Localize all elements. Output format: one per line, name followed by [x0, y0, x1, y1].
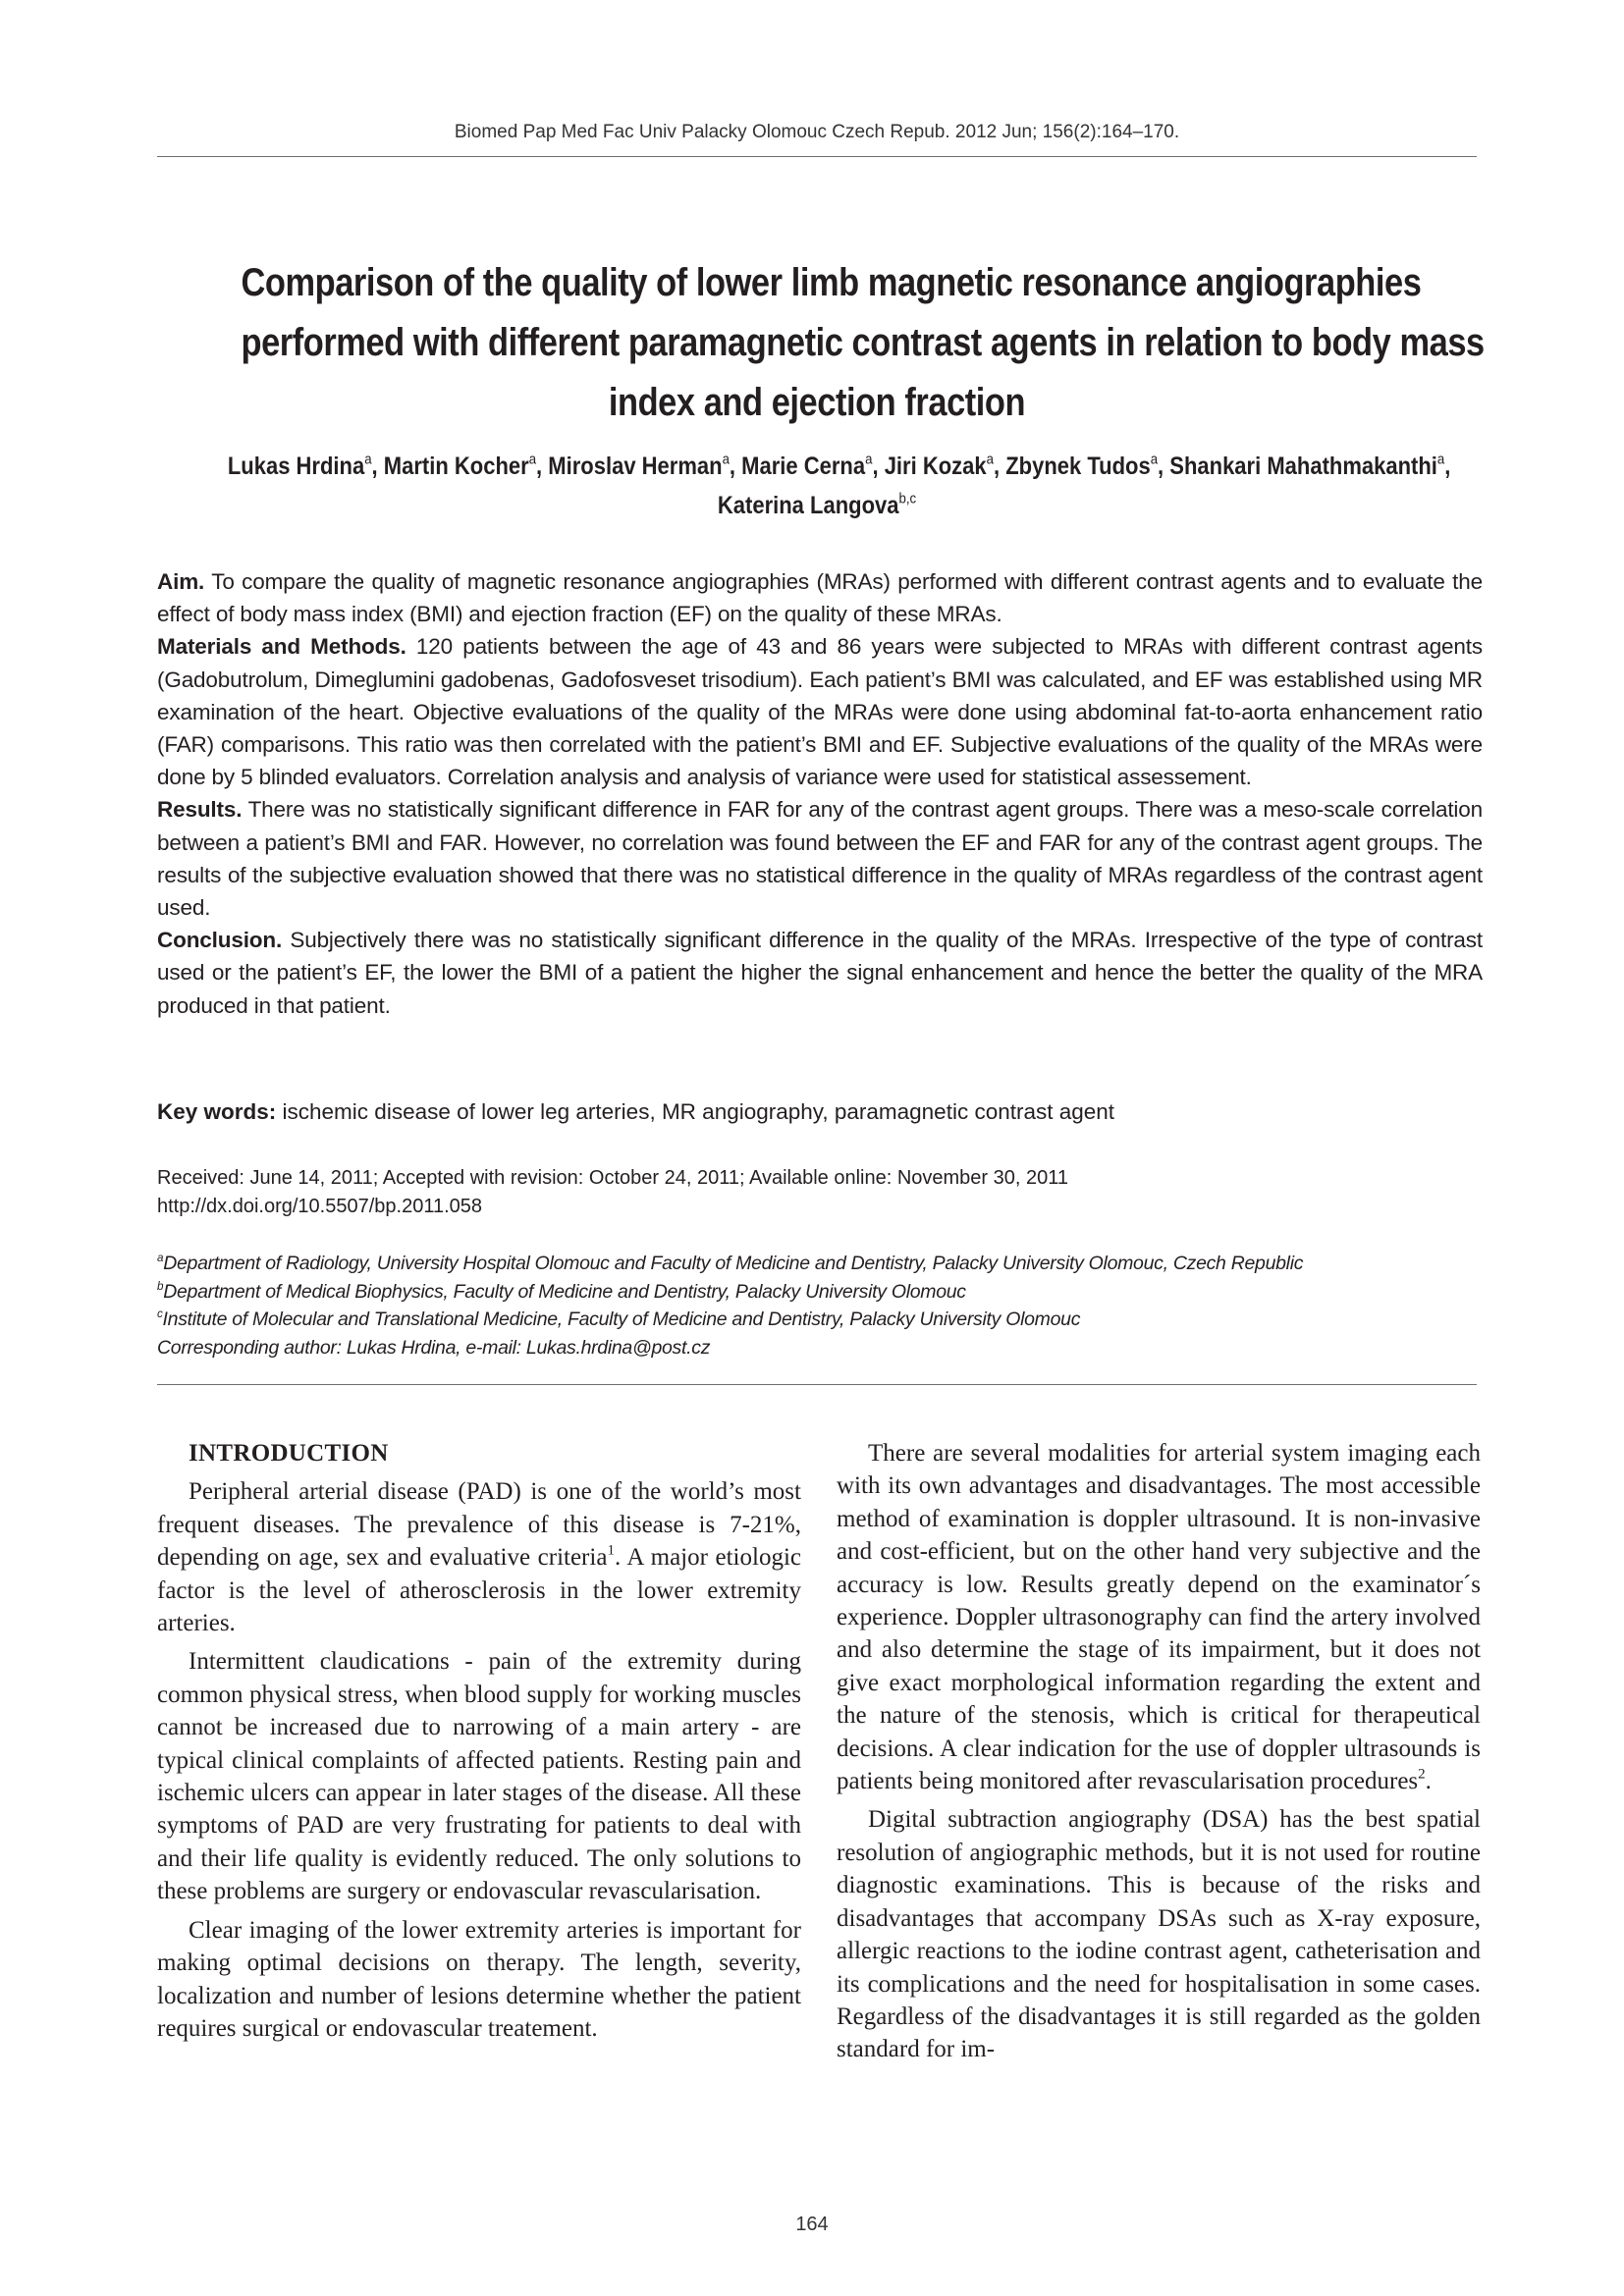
citation-ref-1[interactable]: 1	[607, 1542, 615, 1559]
title-line: index and ejection fraction	[608, 381, 1026, 424]
affiliation-mark: b	[157, 1279, 164, 1293]
author-affiliation-mark: a	[722, 451, 730, 468]
author-separator: ,	[536, 453, 549, 480]
paragraph-text: .	[1425, 1768, 1432, 1795]
received-dates: Received: June 14, 2011; Accepted with revision: October 24, 2011; Available online: November 30, 2011	[157, 1167, 1068, 1189]
publication-history	[157, 1164, 1483, 1221]
abstract-label: Materials and Methods.	[157, 634, 406, 660]
author-list	[227, 447, 1451, 525]
author-separator: ,	[371, 453, 384, 480]
paragraph-text: Clear imaging of the lower extremity arteries is important for making optimal decisions on therapy. The length, severity, localization and number of lesions determine whether the patient requires surgical or endovascular treatement.	[157, 1916, 801, 2042]
keywords-text: ischemic disease of lower leg arteries, MR angiography, paramagnetic contrast agent	[276, 1099, 1115, 1124]
title-line: Comparison of the quality of lower limb magnetic resonance angiographies	[241, 261, 1422, 304]
abstract-aim	[157, 565, 1483, 630]
author-name: Zbynek Tudos	[1005, 453, 1151, 480]
abstract-label: Conclusion.	[157, 928, 283, 953]
affiliation-b	[157, 1278, 1492, 1307]
author-affiliation-mark: a	[1436, 451, 1445, 468]
author-affiliation-mark: a	[865, 451, 873, 468]
affiliation-text: Department of Medical Biophysics, Faculty of Medicine and Dentistry, Palacky University Olomouc	[163, 1280, 966, 1303]
article-title	[241, 253, 1485, 433]
author-name: Marie Cerna	[741, 453, 866, 480]
body-paragraph	[157, 1475, 801, 1639]
page-number: 164	[795, 2214, 829, 2235]
citation-ref-2[interactable]: 2	[1418, 1766, 1426, 1783]
author-name: Miroslav Herman	[548, 453, 723, 480]
paragraph-text: . A major etiologic factor is the level of atherosclerosis in the lower extremity arteries.	[157, 1544, 801, 1637]
author-affiliation-mark: a	[528, 451, 537, 468]
paragraph-text: There are several modalities for arterial system imaging each with its own advantages and disadvantages. The most accessible method of examination is doppler ultrasound. It is non-invasive and cost-efficient, but on the other hand very subjective and the accuracy is low. Results greatly depend on the examinator´s experience. Doppler ultrasonography can find the artery involved and also determine the stage of its impairment, but it does not give exact morphological information regarding the extent and the nature of the stenosis, which is critical for therapeutical decisions. A clear indication for the use of doppler ultrasounds is patients being monitored after revascularisation procedures	[837, 1440, 1481, 1795]
author-separator: ,	[1444, 453, 1451, 480]
author-separator: ,	[993, 453, 1006, 480]
abstract-label: Aim.	[157, 569, 205, 594]
author-line-1	[227, 447, 1451, 486]
body-paragraph	[837, 1803, 1481, 2065]
author-affiliation-mark: b,c	[898, 490, 917, 507]
abstract	[157, 565, 1483, 1022]
keywords-label: Key words:	[157, 1099, 277, 1124]
header-divider	[157, 156, 1477, 157]
abstract-label: Results.	[157, 797, 243, 823]
affiliation-a	[157, 1250, 1492, 1278]
affiliation-text: Institute of Molecular and Translational Medicine, Faculty of Medicine and Dentistry, Palacky University Olomouc	[162, 1308, 1081, 1330]
author-affiliation-mark: a	[1150, 451, 1159, 468]
abstract-results	[157, 793, 1483, 924]
abstract-text: Subjectively there was no statistically significant difference in the quality of the MRAs. Irrespective of the type of contrast used or the patient’s EF, the lower the BMI of a patient the higher the signal enhancement and hence the better the quality of the MRA produced in that patient.	[157, 928, 1483, 1018]
section-heading-introduction: INTRODUCTION	[189, 1440, 389, 1467]
paragraph-text: Intermittent claudications - pain of the extremity during common physical stress, when blood supply for working muscles cannot be increased due to narrowing of a main artery - are typical clinical complaints of affected patients. Resting pain and ischemic ulcers can appear in later stages of the disease. All these symptoms of PAD are very frustrating for patients to deal with and their life quality is evidently reduced. The only solutions to these problems are surgery or endovascular revascularisation.	[157, 1648, 801, 1905]
affiliation-mark: a	[157, 1251, 164, 1264]
body-paragraph	[157, 1914, 801, 2046]
author-separator: ,	[872, 453, 885, 480]
body-paragraph	[157, 1645, 801, 1907]
doi-link[interactable]: http://dx.doi.org/10.5507/bp.2011.058	[157, 1196, 483, 1217]
body-column-right	[837, 1437, 1481, 2066]
author-separator: ,	[1158, 453, 1170, 480]
author-name: Jiri Kozak	[884, 453, 987, 480]
abstract-conclusion	[157, 924, 1483, 1022]
affiliation-mark: c	[157, 1307, 163, 1320]
author-name: Martin Kocher	[383, 453, 529, 480]
paragraph-text: Digital subtraction angiography (DSA) has the best spatial resolution of angiographic methods, but it is not used for routine diagnostic examinations. This is because of the risks and disadvantages that accompany DSAs such as X-ray exposure, allergic reactions to the iodine contrast agent, catheterisation and its complications and the need for hospitalisation in some cases. Regardless of the disadvantages it is still regarded as the golden standard for im-	[837, 1806, 1481, 2063]
body-column-left	[157, 1437, 801, 2045]
affiliations	[157, 1250, 1492, 1362]
author-name: Shankari Mahathmakanthi	[1169, 453, 1437, 480]
abstract-text: 120 patients between the age of 43 and 86 years were subjected to MRAs with different contrast agents (Gadobutrolum, Dimeglumini gadobenas, Gadofosveset trisodium). Each patient’s BMI was calculated, and EF was established using MR examination of the heart. Objective evaluations of the quality of the MRAs were done using abdominal fat-to-aorta enhancement ratio (FAR) comparisons. This ratio was then correlated with the patient’s BMI and EF. Subjective evaluations of the quality of the MRAs were done by 5 blinded evaluators. Correlation analysis and analysis of variance were used for statistical assessement.	[157, 634, 1483, 790]
keywords	[157, 1095, 1483, 1128]
author-line-2	[228, 486, 1406, 525]
title-line: performed with different paramagnetic contrast agents in relation to body mass	[241, 321, 1485, 364]
journal-reference: Biomed Pap Med Fac Univ Palacky Olomouc Czech Repub. 2012 Jun; 156(2):164–170.	[454, 122, 1180, 142]
abstract-methods	[157, 630, 1483, 793]
affiliation-c	[157, 1306, 1492, 1334]
affiliation-text: Department of Radiology, University Hospital Olomouc and Faculty of Medicine and Dentistry, Palacky University Olomouc, Czech Republic	[163, 1253, 1304, 1274]
body-paragraph	[837, 1437, 1481, 1797]
paragraph-text: Peripheral arterial disease (PAD) is one of the world’s most frequent diseases. The prevalence of this disease is 7-21%, depending on age, sex and evaluative criteria	[157, 1478, 801, 1572]
author-name: Lukas Hrdina	[227, 453, 365, 480]
corresponding-author: Corresponding author: Lukas Hrdina, e-mail: Lukas.hrdina@post.cz	[157, 1336, 711, 1359]
author-separator: ,	[729, 453, 742, 480]
abstract-text: To compare the quality of magnetic resonance angiographies (MRAs) performed with different contrast agents and to evaluate the effect of body mass index (BMI) and ejection fraction (EF) on the quality of these MRAs.	[157, 569, 1483, 627]
author-affiliation-mark: a	[364, 451, 372, 468]
front-matter-divider	[157, 1384, 1477, 1385]
abstract-text: There was no statistically significant difference in FAR for any of the contrast agent groups. There was a meso-scale correlation between a patient’s BMI and FAR. However, no correlation was found between the EF and FAR for any of the contrast agent groups. The results of the subjective evaluation showed that there was no statistical difference in the quality of MRAs regardless of the contrast agent used.	[157, 797, 1483, 921]
author-affiliation-mark: a	[986, 451, 994, 468]
author-name: Katerina Langova	[717, 492, 899, 519]
